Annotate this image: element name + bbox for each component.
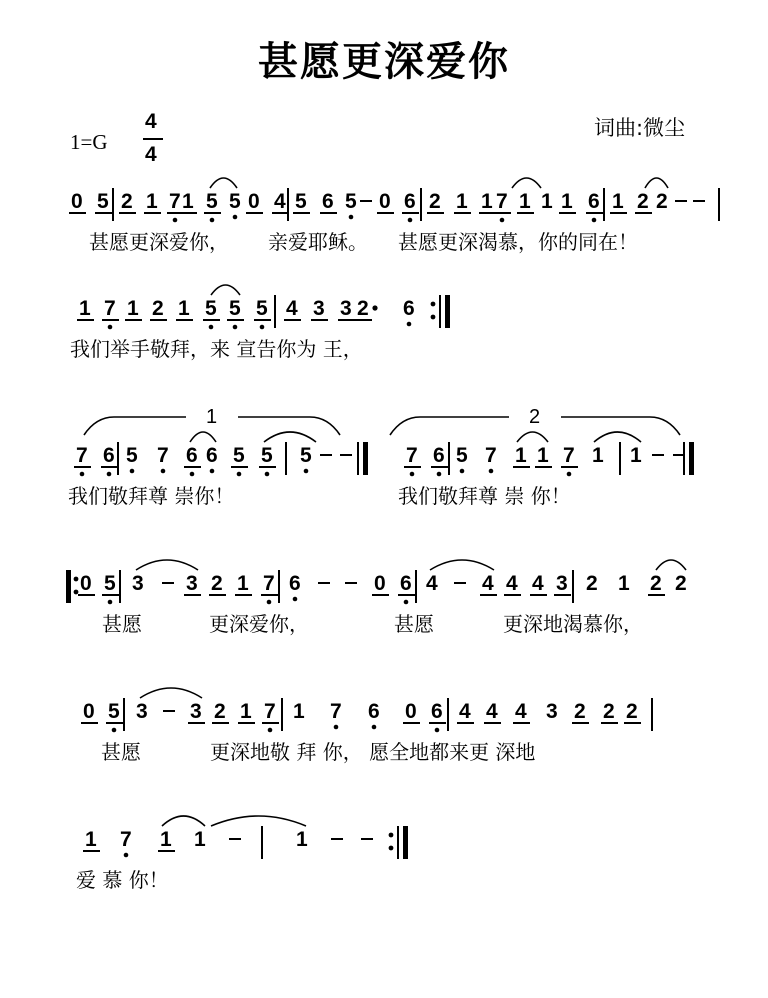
note: 3 <box>190 700 202 723</box>
note: 1 <box>296 828 308 851</box>
note: 0 <box>71 190 83 213</box>
lyric: 更深地渴慕你， <box>503 612 643 636</box>
tie-arc <box>594 432 641 442</box>
low-octave-dot <box>108 325 113 330</box>
note: 2 <box>574 700 586 723</box>
note: 2 <box>152 297 164 320</box>
note: 1 <box>515 444 527 467</box>
note: 3 <box>132 572 144 595</box>
note: 5 <box>229 190 241 213</box>
end-repeat-thick <box>403 826 408 859</box>
note: 6 <box>403 297 415 320</box>
low-octave-dot <box>349 215 354 220</box>
repeat-dot <box>431 302 436 307</box>
note: 1 <box>612 190 624 213</box>
note: 0 <box>405 700 417 723</box>
note: 5 <box>233 444 245 467</box>
note: 6 <box>431 700 443 723</box>
note: 3 <box>136 700 148 723</box>
low-octave-dot <box>334 725 339 730</box>
note: 5 <box>345 190 357 213</box>
lyric: 爱 慕 你！ <box>76 868 169 892</box>
tie-arc <box>211 816 306 826</box>
note: 5 <box>456 444 468 467</box>
note: 6 <box>433 444 445 467</box>
note: 2 <box>214 700 226 723</box>
note: 4 <box>532 572 544 595</box>
tie-arc <box>512 178 541 188</box>
song-title: 甚愿更深爱你 <box>258 39 510 85</box>
tie-arc <box>140 688 202 698</box>
lyric: 更深爱你， <box>209 612 309 636</box>
low-octave-dot <box>500 218 505 223</box>
low-octave-dot <box>304 469 309 474</box>
note: 4 <box>274 190 286 213</box>
tie-arc <box>645 178 668 188</box>
note: 3 <box>340 297 352 320</box>
credits: 词曲:微尘 <box>594 116 686 140</box>
low-octave-dot <box>408 218 413 223</box>
note: 7 <box>120 828 132 851</box>
low-octave-dot <box>567 472 572 477</box>
low-octave-dot <box>260 325 265 330</box>
note: 5 <box>104 572 116 595</box>
lyric: 亲爱耶稣。 <box>268 230 368 254</box>
start-repeat-thick <box>66 570 71 603</box>
note: 2 <box>429 190 441 213</box>
lyric: 甚愿更深爱你， <box>89 230 229 254</box>
tie-arc <box>210 178 237 188</box>
note: 1 <box>456 190 468 213</box>
note: 6 <box>588 190 600 213</box>
low-octave-dot <box>437 472 442 477</box>
low-octave-dot <box>268 728 273 733</box>
note: 6 <box>322 190 334 213</box>
note: 1 <box>592 444 604 467</box>
note: 2 <box>626 700 638 723</box>
note: 0 <box>80 572 92 595</box>
low-octave-dot <box>489 469 494 474</box>
note: 1 <box>127 297 139 320</box>
low-octave-dot <box>237 472 242 477</box>
note: 7 <box>76 444 88 467</box>
note: 3 <box>546 700 558 723</box>
tie-arc <box>656 560 686 570</box>
note: 3 <box>313 297 325 320</box>
note: 6 <box>103 444 115 467</box>
note: 1 <box>240 700 252 723</box>
low-octave-dot <box>210 218 215 223</box>
note: 3 <box>186 572 198 595</box>
note: 1 <box>160 828 172 851</box>
low-octave-dot <box>161 469 166 474</box>
note: 1 <box>537 444 549 467</box>
note: 0 <box>374 572 386 595</box>
note: 1 <box>541 190 553 213</box>
note: 1 <box>519 190 531 213</box>
note: 6 <box>206 444 218 467</box>
note: 2 <box>650 572 662 595</box>
double-barline-thick <box>363 442 368 475</box>
low-octave-dot <box>410 472 415 477</box>
note: 5 <box>229 297 241 320</box>
tie-arc <box>162 816 205 826</box>
note: 7 <box>169 190 181 213</box>
lyric: 甚愿 <box>394 612 434 636</box>
low-octave-dot <box>404 600 409 605</box>
low-octave-dot <box>124 853 129 858</box>
note: 5 <box>97 190 109 213</box>
note: 7 <box>563 444 575 467</box>
end-repeat-thick <box>445 295 450 328</box>
low-octave-dot <box>190 472 195 477</box>
note: 6 <box>289 572 301 595</box>
low-octave-dot <box>209 325 214 330</box>
low-octave-dot <box>267 600 272 605</box>
lyric: 我们敬拜尊 崇 你！ <box>398 484 571 508</box>
note: 3 <box>556 572 568 595</box>
low-octave-dot <box>460 469 465 474</box>
note: 1 <box>146 190 158 213</box>
note: 1 <box>194 828 206 851</box>
low-octave-dot <box>112 728 117 733</box>
note: 0 <box>379 190 391 213</box>
note: 6 <box>400 572 412 595</box>
note: 7 <box>104 297 116 320</box>
low-octave-dot <box>293 597 298 602</box>
note: 1 <box>481 190 493 213</box>
note: 4 <box>515 700 527 723</box>
tie-arc <box>211 285 240 295</box>
note: 6 <box>404 190 416 213</box>
note: 5 <box>256 297 268 320</box>
note: 0 <box>248 190 260 213</box>
repeat-dot <box>389 846 394 851</box>
low-octave-dot <box>265 472 270 477</box>
note: 1 <box>630 444 642 467</box>
lyric: 甚愿 <box>101 740 141 764</box>
double-barline-thick <box>689 442 694 475</box>
lyric: 我们举手敬拜，来 宣告你为 王， <box>70 337 363 361</box>
lyric: 更深地敬 拜 你， 愿全地都来更 深地 <box>210 740 536 764</box>
tie-arc <box>517 432 548 442</box>
note: 5 <box>206 190 218 213</box>
note: 2 <box>675 572 687 595</box>
note: 5 <box>295 190 307 213</box>
lyric: 甚愿更深渴慕，你的同在！ <box>398 230 638 254</box>
tie-arc <box>136 560 198 570</box>
low-octave-dot <box>173 218 178 223</box>
volta-bracket <box>390 417 509 435</box>
note: 7 <box>496 190 508 213</box>
tie-arc <box>264 432 316 442</box>
note: 5 <box>205 297 217 320</box>
note: 7 <box>157 444 169 467</box>
low-octave-dot <box>233 215 238 220</box>
note: 1 <box>85 828 97 851</box>
low-octave-dot <box>592 218 597 223</box>
note: 5 <box>261 444 273 467</box>
note: 1 <box>561 190 573 213</box>
note: 7 <box>263 572 275 595</box>
low-octave-dot <box>372 725 377 730</box>
note: 4 <box>459 700 471 723</box>
note: 2 <box>121 190 133 213</box>
note: 2 <box>656 190 668 213</box>
note: 2 <box>586 572 598 595</box>
note: 4 <box>482 572 494 595</box>
note: 1 <box>182 190 194 213</box>
tie-arc <box>190 432 216 442</box>
note: 5 <box>300 444 312 467</box>
note: 1 <box>618 572 630 595</box>
key-signature: 1=G <box>70 130 108 154</box>
note: 2 <box>357 297 369 320</box>
note: 1 <box>79 297 91 320</box>
volta-number: 1 <box>206 406 218 428</box>
note: 6 <box>368 700 380 723</box>
dotted-rhythm <box>372 305 377 310</box>
note: 5 <box>108 700 120 723</box>
note: 0 <box>83 700 95 723</box>
low-octave-dot <box>435 728 440 733</box>
note: 2 <box>637 190 649 213</box>
note: 1 <box>237 572 249 595</box>
note: 5 <box>126 444 138 467</box>
volta-bracket <box>84 417 186 435</box>
low-octave-dot <box>107 472 112 477</box>
lyric: 甚愿 <box>102 612 142 636</box>
note: 7 <box>330 700 342 723</box>
repeat-dot <box>74 590 79 595</box>
low-octave-dot <box>80 472 85 477</box>
note: 2 <box>211 572 223 595</box>
low-octave-dot <box>108 600 113 605</box>
low-octave-dot <box>407 322 412 327</box>
note: 2 <box>603 700 615 723</box>
note: 1 <box>178 297 190 320</box>
tie-arc <box>430 560 494 570</box>
repeat-dot <box>389 833 394 838</box>
low-octave-dot <box>233 325 238 330</box>
low-octave-dot <box>130 469 135 474</box>
volta-number: 2 <box>529 406 541 428</box>
note: 4 <box>486 700 498 723</box>
note: 7 <box>485 444 497 467</box>
time-signature-bottom: 4 <box>145 143 157 166</box>
note: 7 <box>406 444 418 467</box>
repeat-dot <box>74 577 79 582</box>
note: 4 <box>426 572 438 595</box>
note: 7 <box>264 700 276 723</box>
note: 1 <box>293 700 305 723</box>
repeat-dot <box>431 315 436 320</box>
low-octave-dot <box>210 469 215 474</box>
note: 6 <box>186 444 198 467</box>
time-signature-top: 4 <box>145 110 157 133</box>
lyric: 我们敬拜尊 崇你！ <box>68 484 235 508</box>
note: 4 <box>506 572 518 595</box>
note: 4 <box>286 297 298 320</box>
